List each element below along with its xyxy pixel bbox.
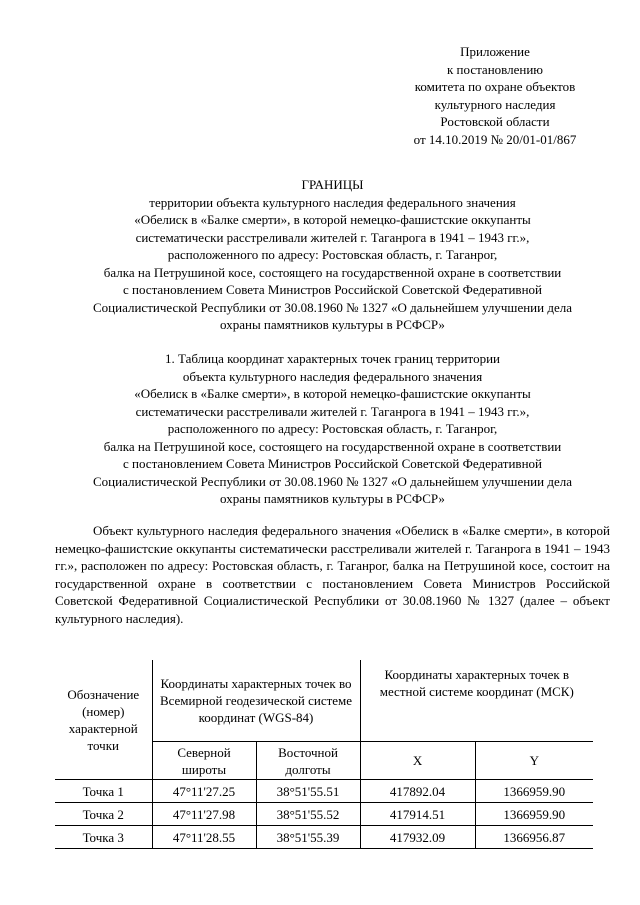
caption-line: 1. Таблица координат характерных точек границ территории (165, 351, 500, 366)
caption-line: Социалистической Республики от 30.08.1960 № 1327 «О дальнейшем улучшении дела (93, 473, 572, 489)
caption-line: расположенного по адресу: Ростовская область, г. Таганрог, (167, 421, 498, 436)
document-title (55, 176, 610, 334)
appendix-line: культурного наследия (434, 96, 556, 112)
cell-lon: 38°51'55.51 (256, 780, 360, 803)
title-line: территории объекта культурного наследия федерального значения (149, 194, 516, 210)
caption-line: «Обелиск в «Балке смерти», в которой немецко-фашистские оккупанты (134, 386, 531, 401)
header-wgs: Координаты характерных точек во Всемирной геодезической системе координат (WGS-84) (152, 660, 360, 742)
cell-y: 1366959.90 (475, 803, 593, 826)
appendix-line: от 14.10.2019 № 20/01-01/867 (413, 131, 577, 147)
caption-line: объекта культурного наследия федерального значения (182, 368, 483, 384)
appendix-line: к постановлению (446, 61, 544, 77)
title-line: с постановлением Совета Министров Российской Советской Федеративной (123, 282, 542, 297)
cell-point: Точка 3 (55, 826, 152, 849)
cell-x: 417914.51 (360, 803, 475, 826)
cell-lon: 38°51'55.52 (256, 803, 360, 826)
appendix-block (380, 43, 610, 148)
cell-y: 1366956.87 (475, 826, 593, 849)
caption-line: с постановлением Совета Министров Российской Советской Федеративной (123, 456, 542, 471)
header-designation: Обозначение (номер) характерной точки (55, 660, 152, 780)
caption-line: систематически расстреливали жителей г. Таганрога в 1941 – 1943 гг.», (135, 403, 530, 419)
appendix-line: Приложение (460, 44, 530, 59)
cell-lat: 47°11'27.98 (152, 803, 256, 826)
title-line: «Обелиск в «Балке смерти», в которой немецко-фашистские оккупанты (134, 212, 531, 227)
title-line: охраны памятников культуры в РСФСР» (220, 317, 445, 332)
cell-point: Точка 1 (55, 780, 152, 803)
title-line: Социалистической Республики от 30.08.1960 № 1327 «О дальнейшем улучшении дела (93, 299, 572, 315)
title-heading: ГРАНИЦЫ (301, 177, 364, 192)
title-line: расположенного по адресу: Ростовская область, г. Таганрог, (167, 247, 498, 262)
header-msk: Координаты характерных точек в местной системе координат (МСК) (360, 660, 593, 742)
cell-y: 1366959.90 (475, 780, 593, 803)
cell-x: 417892.04 (360, 780, 475, 803)
coordinates-table (55, 660, 593, 849)
caption-line: балка на Петрушиной косе, состоящего на государственной охране в соответствии (103, 438, 562, 454)
cell-point: Точка 2 (55, 803, 152, 826)
cell-lat: 47°11'28.55 (152, 826, 256, 849)
cell-lat: 47°11'27.25 (152, 780, 256, 803)
table-row (55, 803, 593, 826)
table-row (55, 780, 593, 803)
table-row (55, 826, 593, 849)
appendix-line: Ростовской области (440, 114, 550, 129)
title-line: балка на Петрушиной косе, состоящего на государственной охране в соответствии (103, 264, 562, 280)
title-line: систематически расстреливали жителей г. Таганрога в 1941 – 1943 гг.», (135, 229, 530, 245)
header-east: Восточной долготы (256, 742, 360, 780)
table-caption (55, 350, 610, 508)
caption-line: охраны памятников культуры в РСФСР» (220, 491, 445, 506)
header-north: Северной широты (152, 742, 256, 780)
intro-paragraph: Объект культурного наследия федерального значения «Обелиск в «Балке смерти», в которой немецко-фашистские оккупанты систематически расстреливали жителей г. Таганрога в 1941 – 1943 гг.», расположен по адресу: Ростовская область, г. Таганрог, балка на Петрушиной косе, состоит на государственной охране в соответствии с постановлением Совета Министров Российской Советской Федеративной Социалистической Республики от 30.08.1960 № 1327 (далее – объект культурного наследия). (55, 523, 610, 626)
table-header-row (55, 660, 593, 742)
header-x: X (360, 742, 475, 780)
cell-lon: 38°51'55.39 (256, 826, 360, 849)
appendix-line: комитета по охране объектов (414, 79, 576, 94)
cell-x: 417932.09 (360, 826, 475, 849)
header-y: Y (475, 742, 593, 780)
